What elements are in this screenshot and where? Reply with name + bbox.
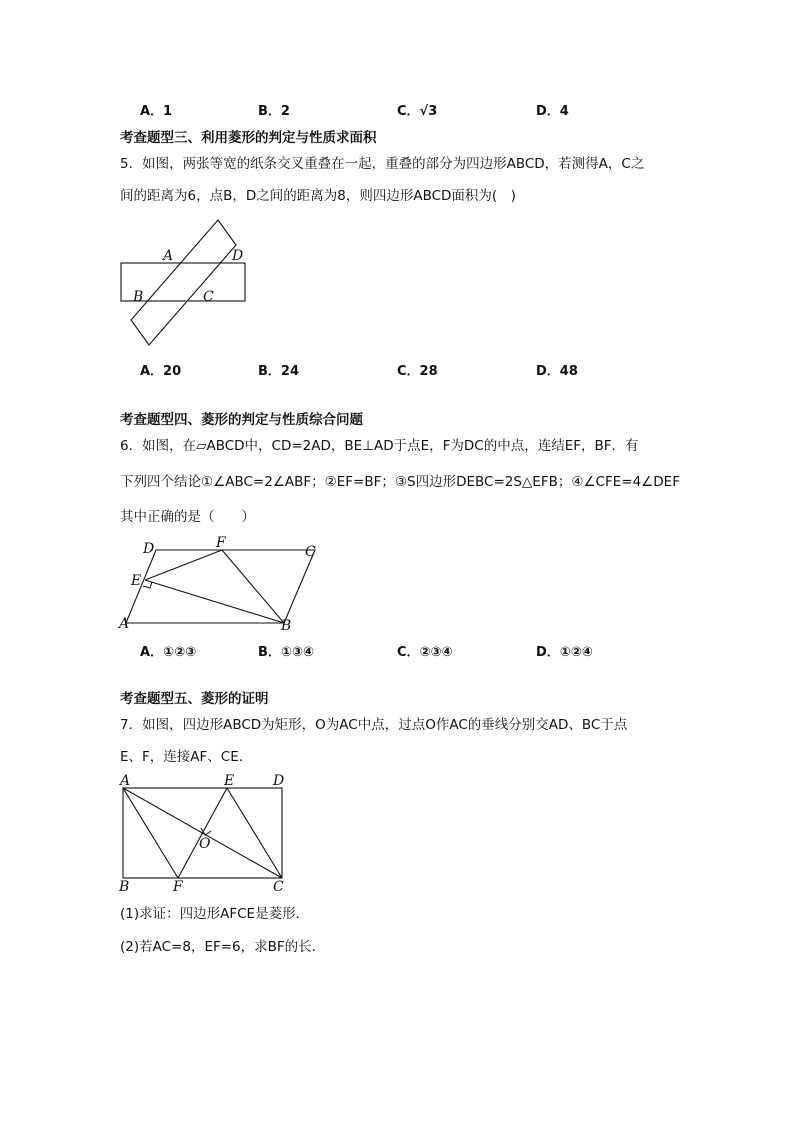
q7-label-e: E bbox=[224, 773, 235, 789]
q4-option-a: A．1 bbox=[140, 104, 173, 119]
q5-text-line2: 间的距离为6，点B，D之间的距离为8，则四边形ABCD面积为( ) bbox=[120, 188, 516, 204]
q6-label-d: D bbox=[143, 541, 155, 557]
q7-segment-ef bbox=[178, 788, 227, 878]
q7-label-f: F bbox=[173, 879, 183, 895]
q6-segment-eb bbox=[145, 580, 284, 623]
q6-segment-fb bbox=[222, 550, 284, 623]
q7-figure bbox=[115, 770, 295, 895]
q6-option-d: D．①②④ bbox=[536, 645, 593, 660]
q4-option-d: D．4 bbox=[536, 104, 569, 119]
q6-option-b: B．①③④ bbox=[258, 645, 314, 660]
q7-label-d: D bbox=[273, 773, 285, 789]
q7-label-c: C bbox=[273, 879, 284, 895]
section-3-title: 考查题型三、利用菱形的判定与性质求面积 bbox=[120, 130, 377, 146]
q6-segment-ef bbox=[145, 550, 222, 580]
q6-label-a: A bbox=[119, 616, 130, 632]
q4-option-b: B．2 bbox=[258, 104, 290, 119]
q6-label-e: E bbox=[131, 573, 142, 589]
q7-part-2: (2)若AC=8，EF=6，求BF的长． bbox=[120, 939, 326, 955]
q6-text-line2: 下列四个结论①∠ABC=2∠ABF；②EF=BF；③S四边形DEBC=2S△EFB；④∠CFE=4∠DEF bbox=[120, 474, 680, 490]
q6-text-line3: 其中正确的是（ ） bbox=[120, 509, 255, 525]
q5-label-c: C bbox=[203, 289, 214, 305]
q6-text-line1: 6．如图，在▱ABCD中，CD=2AD，BE⊥AD于点E，F为DC的中点，连结EF，BF．有 bbox=[120, 438, 639, 454]
q6-label-b: B bbox=[281, 618, 292, 634]
q7-text-line2: E、F，连接AF、CE． bbox=[120, 749, 253, 765]
q4-option-c: C．√3 bbox=[397, 104, 438, 119]
q5-label-a: A bbox=[163, 248, 174, 264]
q6-right-angle-mark bbox=[143, 582, 152, 588]
q7-segment-af bbox=[123, 788, 178, 878]
q7-label-a: A bbox=[120, 773, 131, 789]
q6-label-c: C bbox=[305, 544, 316, 560]
q5-label-b: B bbox=[133, 289, 144, 305]
q7-part-1: (1)求证：四边形AFCE是菱形． bbox=[120, 906, 310, 922]
q7-label-b: B bbox=[119, 879, 130, 895]
q6-label-f: F bbox=[216, 535, 226, 551]
q5-option-a: A．20 bbox=[140, 364, 182, 379]
q5-option-d: D．48 bbox=[536, 364, 578, 379]
q7-text-line1: 7．如图，四边形ABCD为矩形，O为AC中点，过点O作AC的垂线分别交AD、BC于点 bbox=[120, 717, 628, 733]
q6-option-c: C．②③④ bbox=[397, 645, 453, 660]
q5-text-line1: 5．如图，两张等宽的纸条交叉重叠在一起，重叠的部分为四边形ABCD，若测得A，C之 bbox=[120, 156, 645, 172]
q7-label-o: O bbox=[199, 836, 211, 852]
q5-figure bbox=[115, 215, 255, 350]
q7-segment-ce bbox=[227, 788, 282, 878]
section-5-title: 考查题型五、菱形的证明 bbox=[120, 691, 269, 707]
q5-option-c: C．28 bbox=[397, 364, 438, 379]
q5-option-b: B．24 bbox=[258, 364, 299, 379]
q6-parallelogram bbox=[126, 550, 315, 623]
q6-figure bbox=[115, 535, 330, 635]
section-4-title: 考查题型四、菱形的判定与性质综合问题 bbox=[120, 412, 363, 428]
q5-label-d: D bbox=[232, 248, 244, 264]
q5-slanted-strip bbox=[131, 220, 236, 345]
q6-option-a: A．①②③ bbox=[140, 645, 197, 660]
